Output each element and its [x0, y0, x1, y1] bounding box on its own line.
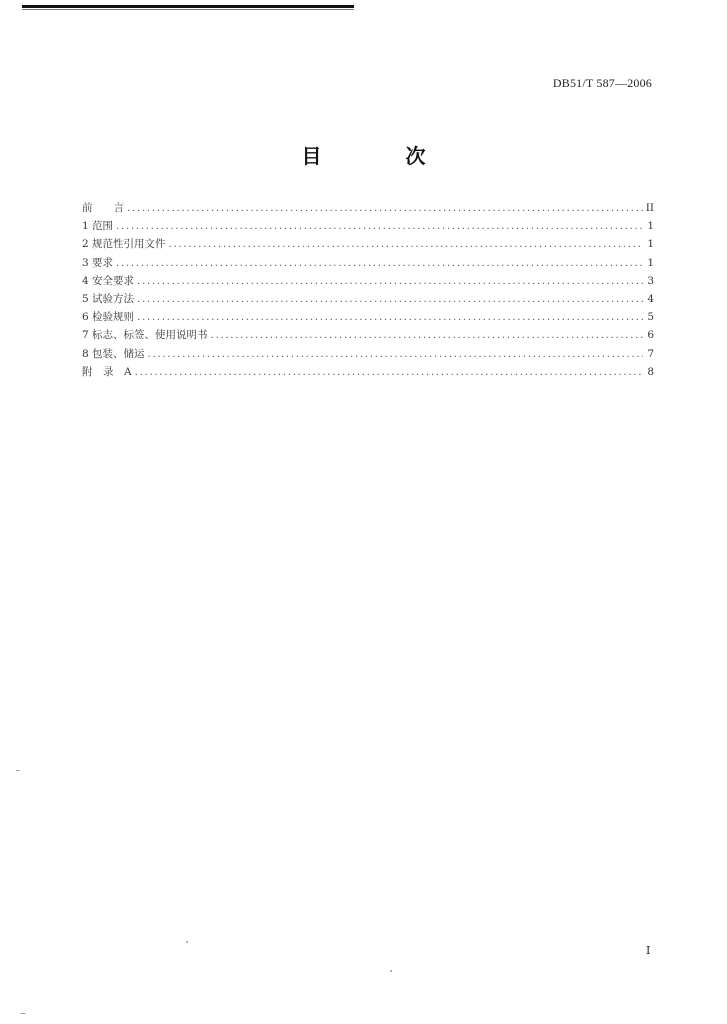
- toc-entry-packaging-storage[interactable]: [82, 345, 654, 363]
- scan-speck: [20, 1013, 26, 1014]
- document-code: DB51/T 587—2006: [552, 76, 652, 90]
- toc-entry-page: 8: [647, 365, 654, 378]
- toc-dot-leader: [127, 199, 643, 217]
- table-of-contents: [82, 199, 654, 381]
- toc-entry-requirements[interactable]: [82, 254, 654, 272]
- scan-speck: [16, 770, 20, 771]
- toc-entry-page: 7: [647, 347, 654, 360]
- toc-entry-label: 前 言: [82, 202, 124, 214]
- toc-entry-page: 3: [647, 274, 654, 287]
- toc-entry-label: 2 规范性引用文件: [82, 238, 166, 251]
- toc-dot-leader: [137, 272, 643, 290]
- scan-speck: [186, 941, 188, 943]
- toc-dot-leader: [137, 308, 643, 326]
- toc-entry-page: 4: [647, 292, 654, 305]
- toc-entry-label: 4 安全要求: [82, 274, 135, 287]
- scan-speck: [390, 970, 392, 972]
- toc-entry-inspection-rules[interactable]: [82, 308, 654, 326]
- toc-entry-label: 3 要求: [82, 256, 114, 269]
- toc-entry-label: 8 包装、储运: [82, 347, 145, 360]
- toc-dot-leader: [116, 254, 643, 272]
- toc-entry-appendix-a[interactable]: [82, 363, 654, 381]
- toc-entry-foreword[interactable]: [82, 199, 654, 217]
- toc-entry-scope[interactable]: [82, 217, 654, 235]
- header-rule-thin: [22, 9, 354, 10]
- toc-entry-marking-labelling[interactable]: [82, 326, 654, 344]
- toc-entry-page: 1: [647, 256, 654, 269]
- page-number: I: [646, 944, 651, 957]
- toc-dot-leader: [211, 326, 643, 344]
- toc-title: 目 次: [301, 144, 458, 168]
- toc-entry-page: 1: [647, 238, 654, 251]
- toc-entry-page: 5: [647, 311, 654, 324]
- toc-dot-leader: [137, 290, 643, 308]
- toc-entry-label: 6 检验规则: [82, 311, 135, 324]
- toc-entry-label: 5 试验方法: [82, 292, 135, 305]
- toc-entry-page: 1: [647, 220, 654, 233]
- toc-dot-leader: [135, 363, 643, 381]
- toc-dot-leader: [116, 217, 643, 235]
- toc-dot-leader: [148, 345, 643, 363]
- toc-entry-label: 7 标志、标签、使用说明书: [82, 329, 208, 342]
- toc-entry-normative-references[interactable]: [82, 235, 654, 253]
- toc-entry-safety-requirements[interactable]: [82, 272, 654, 290]
- toc-entry-page: 6: [647, 329, 654, 342]
- header-rule: [22, 5, 354, 8]
- toc-entry-label: 附 录 A: [82, 365, 132, 378]
- toc-entry-page: II: [645, 202, 654, 214]
- toc-entry-label: 1 范围: [82, 220, 114, 233]
- toc-dot-leader: [169, 235, 643, 253]
- toc-entry-test-methods[interactable]: [82, 290, 654, 308]
